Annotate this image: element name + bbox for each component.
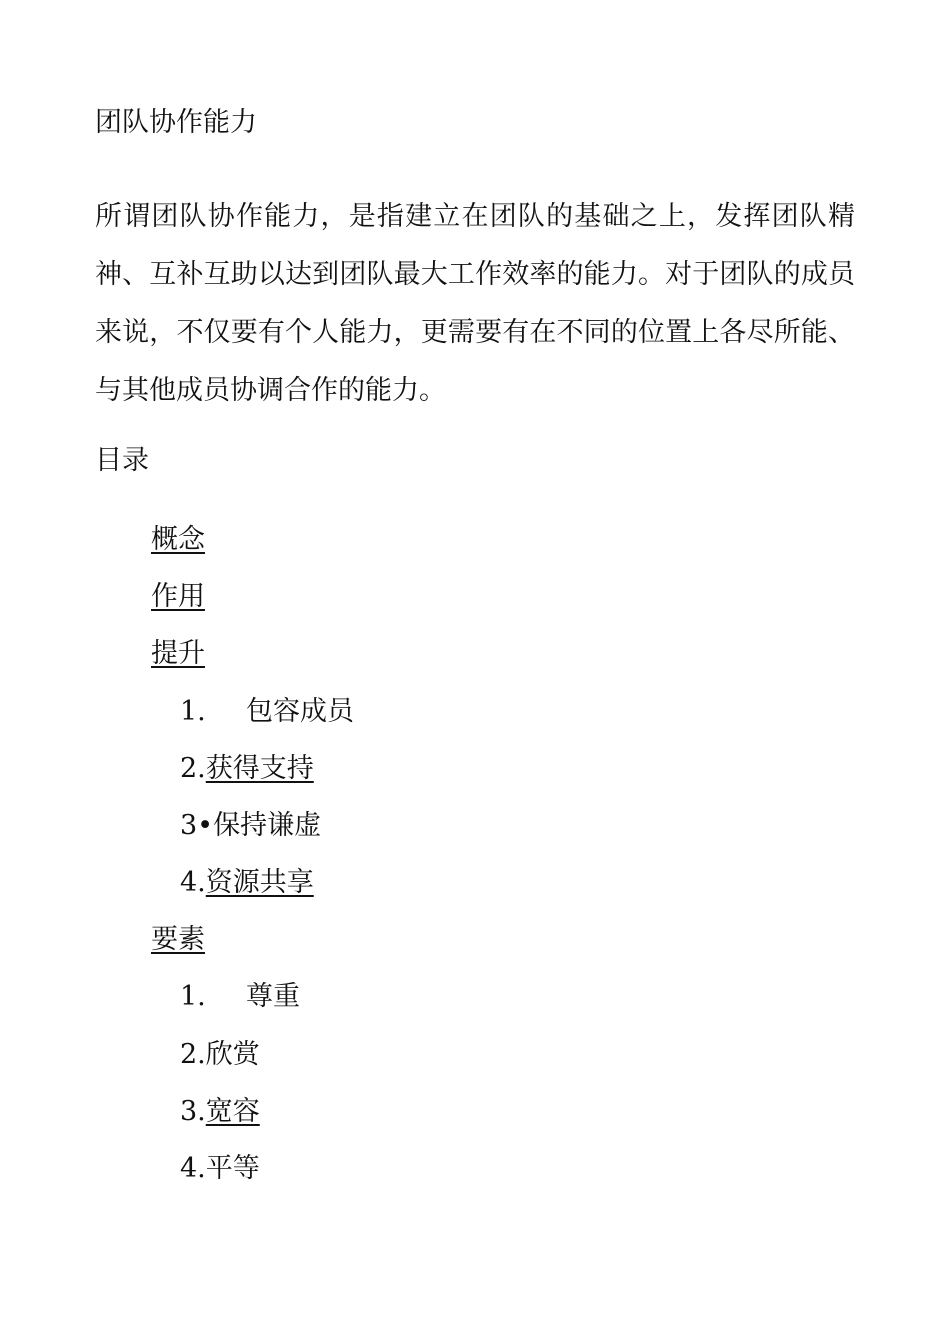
toc-subitem-improve-2 [180, 749, 314, 789]
toc-subitem-improve-4 [180, 863, 314, 903]
toc-link-get-support[interactable]: 获得支持 [205, 753, 314, 784]
toc-item-improve [151, 634, 205, 674]
toc-subitem-label: 保持谦虚 [213, 810, 322, 841]
toc-link-improve[interactable]: 提升 [151, 638, 205, 669]
toc-subitem-elements-3 [180, 1092, 260, 1132]
toc-subitem-number: 2. [180, 753, 206, 784]
toc-item-elements [151, 920, 205, 960]
toc-subitem-number: 3. [180, 1096, 206, 1127]
toc-subitem-label: 平等 [205, 1153, 260, 1184]
toc-subitem-number: 4. [180, 867, 206, 898]
toc-subitem-number: 3• [180, 810, 214, 841]
toc-subitem-number: 4. [180, 1153, 206, 1184]
toc-subitem-number: 2. [180, 1039, 206, 1070]
toc-subitem-elements-2 [180, 1035, 260, 1075]
toc-subitem-label: 欣赏 [205, 1039, 260, 1070]
toc-subitem-number: 1. [180, 981, 206, 1012]
toc-subitem-label: 包容成员 [246, 696, 354, 727]
toc-subitem-label: 尊重 [246, 981, 300, 1012]
toc-subitem-improve-3 [180, 806, 321, 846]
document-title: 团队协作能力 [95, 107, 257, 138]
toc-item-function [151, 577, 205, 617]
toc-item-concept [151, 520, 205, 560]
toc-link-function[interactable]: 作用 [151, 581, 205, 612]
toc-subitem-elements-4 [180, 1149, 260, 1189]
intro-paragraph: 所谓团队协作能力，是指建立在团队的基础之上，发挥团队精神、互补互助以达到团队最大工作效率的能力。对于团队的成员来说，不仅要有个人能力，更需要有在不同的位置上各尽所能、与其他成员协调合作的能力。 [95, 201, 855, 406]
toc-link-resource-sharing[interactable]: 资源共享 [205, 867, 314, 898]
toc-link-elements[interactable]: 要素 [151, 924, 205, 955]
toc-link-tolerance[interactable]: 宽容 [205, 1096, 260, 1127]
toc-heading: 目录 [95, 445, 149, 476]
toc-subitem-number: 1. [180, 696, 206, 727]
toc-subitem-elements-1 [180, 977, 300, 1017]
toc-subitem-improve-1 [180, 692, 354, 732]
toc-link-concept[interactable]: 概念 [151, 524, 205, 555]
